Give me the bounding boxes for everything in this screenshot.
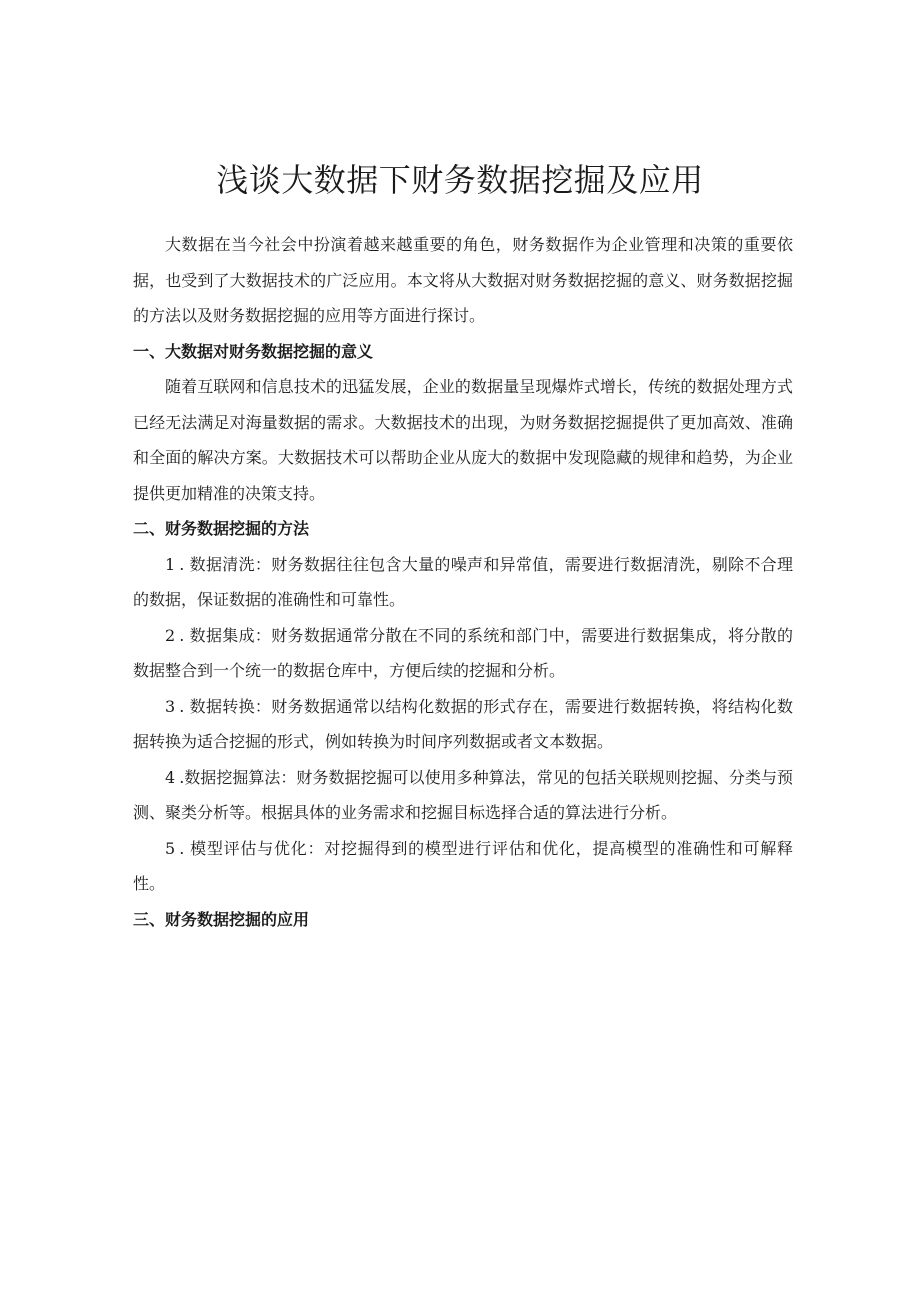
section-1-paragraph: 随着互联网和信息技术的迅猛发展，企业的数据量呈现爆炸式增长，传统的数据处理方式已经无法满足对海量数据的需求。大数据技术的出现，为财务数据挖掘提供了更加高效、准确和全面的解决方案。大数据技术可以帮助企业从庞大的数据中发现隐藏的规律和趋势，为企业提供更加精准的决策支持。 xyxy=(133,377,793,503)
method-item-1 xyxy=(133,547,793,618)
section-3-heading: 三、财务数据挖掘的应用 xyxy=(133,909,310,929)
method-item-3 xyxy=(133,689,793,760)
section-2-heading: 二、财务数据挖掘的方法 xyxy=(133,519,310,538)
method-item-text: . 数据清洗：财务数据往往包含大量的噪声和异常值，需要进行数据清洗，剔除不合理的数据，保证数据的准确性和可靠性。 xyxy=(133,554,793,609)
method-item-text: . 数据转换：财务数据通常以结构化数据的形式存在，需要进行数据转换，将结构化数据转换为适合挖掘的形式，例如转换为时间序列数据或者文本数据。 xyxy=(133,696,793,751)
method-item-number: 4 xyxy=(165,767,176,787)
intro-paragraph: 大数据在当今社会中扮演着越来越重要的角色，财务数据作为企业管理和决策的重要依据，也受到了大数据技术的广泛应用。本文将从大数据对财务数据挖掘的意义、财务数据挖掘的方法以及财务数据挖掘的应用等方面进行探讨。 xyxy=(133,235,793,325)
document-title: 浅谈大数据下财务数据挖掘及应用 xyxy=(216,161,704,199)
method-item-number: 2 xyxy=(165,625,176,645)
method-item-text: .数据挖掘算法：财务数据挖掘可以使用多种算法，常见的包括关联规则挖掘、分类与预测、聚类分析等。根据具体的业务需求和挖掘目标选择合适的算法进行分析。 xyxy=(133,767,793,822)
method-item-number: 5 xyxy=(165,838,176,858)
method-item-number: 3 xyxy=(165,696,176,716)
method-item-2 xyxy=(133,618,793,689)
method-item-5 xyxy=(133,831,793,902)
method-item-text: . 模型评估与优化：对挖掘得到的模型进行评估和优化，提高模型的准确性和可解释性。 xyxy=(133,838,793,893)
method-item-4 xyxy=(133,760,793,831)
section-1-heading: 一、大数据对财务数据挖掘的意义 xyxy=(133,341,374,361)
method-item-number: 1 xyxy=(165,554,176,574)
document-body xyxy=(133,227,793,937)
method-item-text: . 数据集成：财务数据通常分散在不同的系统和部门中，需要进行数据集成，将分散的数据整合到一个统一的数据仓库中，方便后续的挖掘和分析。 xyxy=(133,625,793,680)
